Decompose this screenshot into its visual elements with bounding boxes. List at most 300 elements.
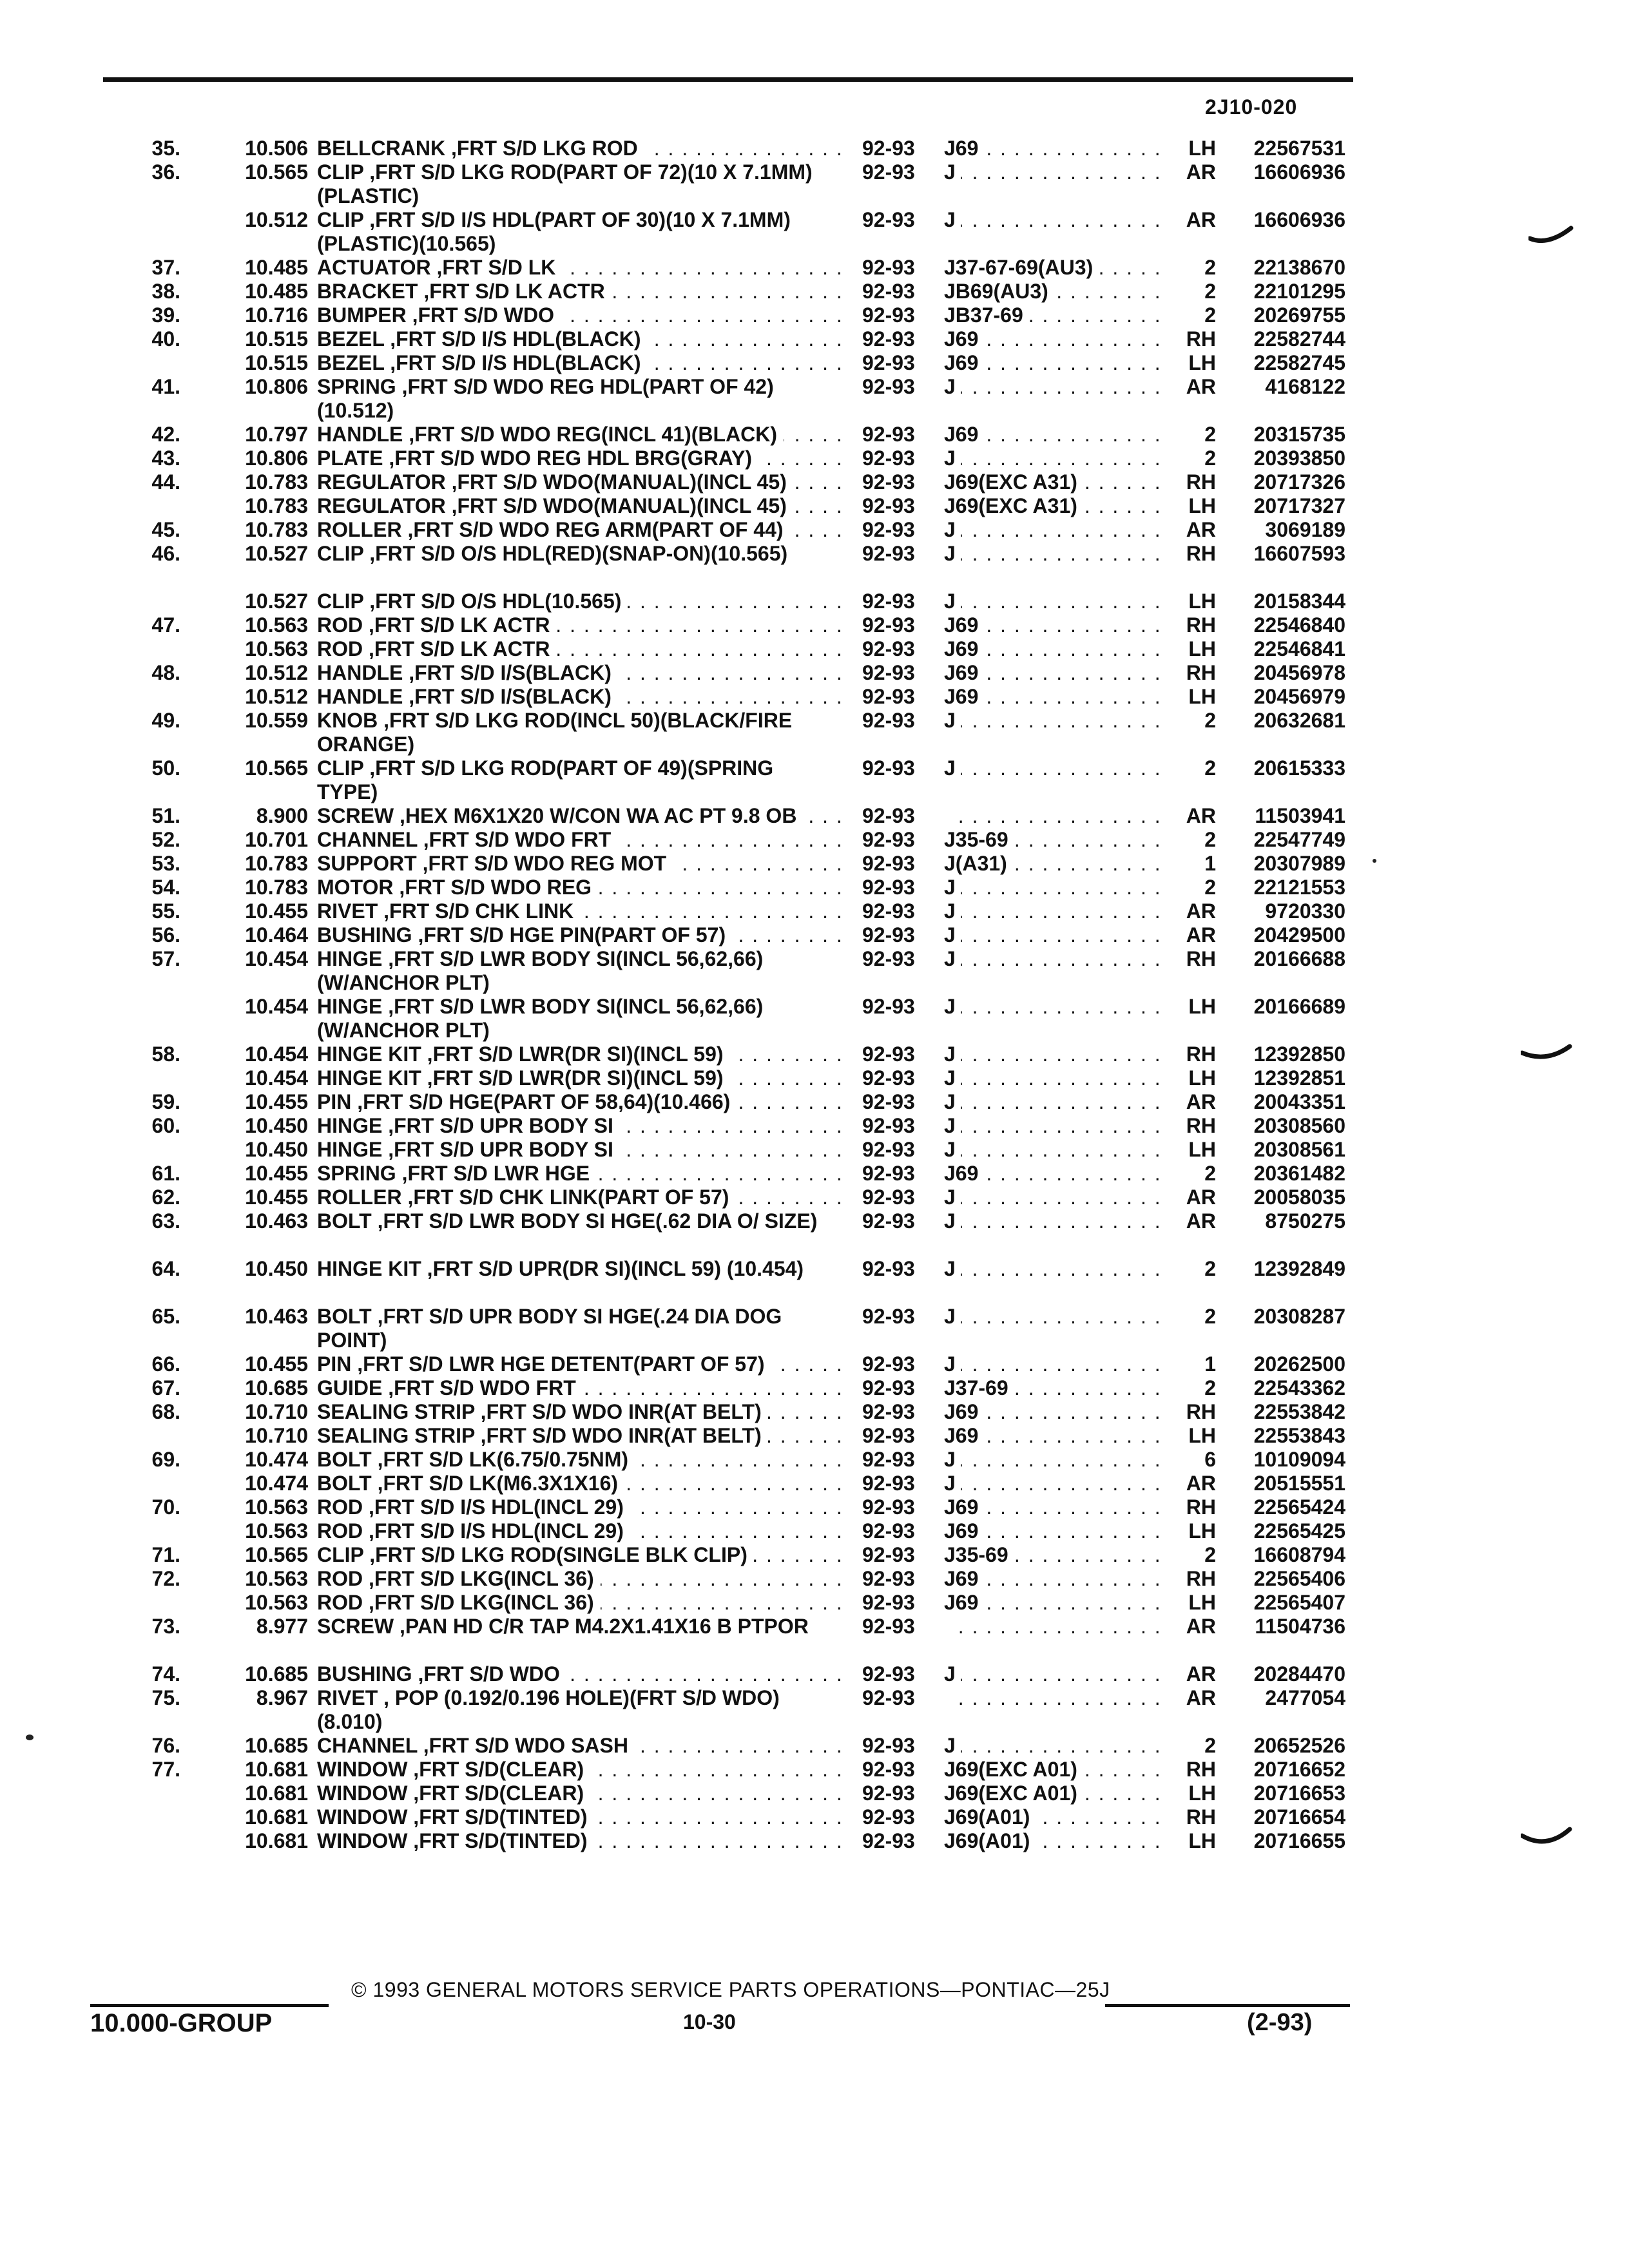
group-number: 10.515 bbox=[245, 351, 308, 374]
body-model bbox=[944, 280, 1163, 303]
quantity: AR bbox=[1186, 1472, 1216, 1495]
part-description bbox=[317, 280, 845, 303]
part-description bbox=[317, 1209, 845, 1233]
part-number: 22565425 bbox=[1253, 1519, 1345, 1542]
body-model bbox=[944, 1543, 1163, 1567]
body-model-text: J bbox=[944, 1043, 961, 1066]
group-number: 10.464 bbox=[245, 923, 308, 947]
part-description bbox=[317, 351, 845, 375]
part-number: 20315735 bbox=[1253, 423, 1345, 446]
part-number: 10109094 bbox=[1253, 1448, 1345, 1471]
table-row bbox=[0, 1400, 1629, 1424]
part-description bbox=[317, 947, 845, 995]
item-number: 75. bbox=[151, 1686, 180, 1709]
part-number: 22138670 bbox=[1253, 256, 1345, 279]
table-row bbox=[0, 995, 1629, 1043]
body-model-text: J bbox=[944, 923, 961, 947]
body-model-text: J bbox=[944, 160, 961, 184]
model-years: 92-93 bbox=[862, 1352, 915, 1376]
body-model-text: J37-67-69(AU3) bbox=[944, 256, 1098, 279]
part-description-text: CLIP ,FRT S/D LKG ROD(PART OF 72)(10 X 7.1MM)(PLASTIC) bbox=[317, 160, 813, 207]
table-row bbox=[0, 1424, 1629, 1448]
part-description bbox=[317, 208, 845, 256]
quantity: RH bbox=[1186, 1567, 1216, 1590]
quantity: 1 bbox=[1204, 1352, 1216, 1376]
part-number: 20717327 bbox=[1253, 494, 1345, 517]
body-model bbox=[944, 1519, 1163, 1543]
table-row bbox=[0, 1186, 1629, 1209]
group-label: 10.000-GROUP bbox=[90, 2009, 273, 2037]
part-description-text: SEALING STRIP ,FRT S/D WDO INR(AT BELT) bbox=[317, 1400, 768, 1423]
part-number: 22546841 bbox=[1253, 637, 1345, 660]
item-number: 39. bbox=[151, 303, 180, 327]
body-model bbox=[944, 256, 1163, 280]
part-number: 20043351 bbox=[1253, 1090, 1345, 1113]
body-model bbox=[944, 1734, 1163, 1758]
part-description bbox=[317, 899, 845, 923]
part-description bbox=[317, 661, 845, 685]
body-model-text: J69(A01) bbox=[944, 1805, 1035, 1829]
model-years: 92-93 bbox=[862, 1829, 915, 1852]
quantity: LH bbox=[1188, 590, 1216, 613]
part-description bbox=[317, 1305, 845, 1352]
part-description bbox=[317, 1066, 845, 1090]
part-number: 20166689 bbox=[1253, 995, 1345, 1018]
body-model-text: J69 bbox=[944, 613, 983, 637]
body-model-text bbox=[944, 1686, 949, 1709]
part-description-text: HINGE ,FRT S/D UPR BODY SI bbox=[317, 1138, 620, 1161]
scan-speck bbox=[26, 1735, 34, 1740]
item-number: 37. bbox=[151, 256, 180, 279]
quantity: 2 bbox=[1204, 828, 1216, 851]
group-number: 8.967 bbox=[256, 1686, 308, 1709]
part-description bbox=[317, 613, 845, 637]
item-number: 72. bbox=[151, 1567, 180, 1590]
item-number: 70. bbox=[151, 1495, 180, 1519]
model-years: 92-93 bbox=[862, 852, 915, 875]
part-description bbox=[317, 327, 845, 351]
margin-mark-icon bbox=[1521, 1827, 1572, 1852]
part-description-text: WINDOW ,FRT S/D(CLEAR) bbox=[317, 1758, 590, 1781]
body-model bbox=[944, 1829, 1163, 1853]
part-description bbox=[317, 1495, 845, 1519]
item-number: 67. bbox=[151, 1376, 180, 1399]
part-number: 22543362 bbox=[1253, 1376, 1345, 1399]
quantity: RH bbox=[1186, 613, 1216, 637]
group-number: 10.806 bbox=[245, 375, 308, 398]
body-model bbox=[944, 1186, 1163, 1209]
part-description-text: ROD ,FRT S/D I/S HDL(INCL 29) bbox=[317, 1519, 630, 1542]
part-description bbox=[317, 375, 845, 423]
body-model-text: J bbox=[944, 995, 961, 1018]
table-row bbox=[0, 1591, 1629, 1615]
body-model-text: J69 bbox=[944, 1400, 983, 1423]
body-model bbox=[944, 518, 1163, 542]
body-model-text: J bbox=[944, 1352, 961, 1376]
item-number: 58. bbox=[151, 1043, 180, 1066]
part-description-text: HINGE ,FRT S/D LWR BODY SI(INCL 56,62,66) (W/ANCHOR PLT) bbox=[317, 995, 764, 1042]
item-number: 61. bbox=[151, 1162, 180, 1185]
body-model bbox=[944, 375, 1163, 399]
item-number: 56. bbox=[151, 923, 180, 947]
body-model-text bbox=[944, 804, 949, 827]
part-description bbox=[317, 1114, 845, 1138]
part-number: 20058035 bbox=[1253, 1186, 1345, 1209]
model-years: 92-93 bbox=[862, 1758, 915, 1781]
table-row bbox=[0, 351, 1629, 375]
item-number: 44. bbox=[151, 470, 180, 494]
item-number: 52. bbox=[151, 828, 180, 851]
body-model bbox=[944, 1782, 1163, 1805]
part-number: 20284470 bbox=[1253, 1662, 1345, 1686]
model-years: 92-93 bbox=[862, 1567, 915, 1590]
table-row bbox=[0, 876, 1629, 899]
group-number: 10.563 bbox=[245, 637, 308, 660]
body-model bbox=[944, 327, 1163, 351]
item-number: 77. bbox=[151, 1758, 180, 1781]
table-row bbox=[0, 1090, 1629, 1114]
part-description bbox=[317, 1400, 845, 1424]
body-model-text: J bbox=[944, 899, 961, 923]
group-number: 10.783 bbox=[245, 494, 308, 517]
part-description-text: CLIP ,FRT S/D LKG ROD(PART OF 49)(SPRING TYPE) bbox=[317, 756, 774, 803]
part-description bbox=[317, 137, 845, 160]
part-description-text: HINGE ,FRT S/D UPR BODY SI bbox=[317, 1114, 620, 1137]
body-model bbox=[944, 1472, 1163, 1495]
body-model bbox=[944, 1090, 1163, 1114]
group-number: 10.455 bbox=[245, 1090, 308, 1113]
body-model bbox=[944, 1352, 1163, 1376]
part-description bbox=[317, 1567, 845, 1591]
table-row bbox=[0, 1495, 1629, 1519]
model-years: 92-93 bbox=[862, 303, 915, 327]
part-description bbox=[317, 1805, 845, 1829]
group-number: 10.559 bbox=[245, 709, 308, 732]
part-number: 20652526 bbox=[1253, 1734, 1345, 1757]
part-description bbox=[317, 1352, 845, 1376]
group-number: 10.527 bbox=[245, 542, 308, 565]
model-years: 92-93 bbox=[862, 876, 915, 899]
group-number: 10.474 bbox=[245, 1448, 308, 1471]
model-years: 92-93 bbox=[862, 613, 915, 637]
group-number: 10.450 bbox=[245, 1138, 308, 1161]
model-years: 92-93 bbox=[862, 208, 915, 231]
quantity: LH bbox=[1188, 685, 1216, 708]
body-model-text: J bbox=[944, 1305, 961, 1328]
quantity: RH bbox=[1186, 1495, 1216, 1519]
body-model-text: J bbox=[944, 1257, 961, 1280]
part-description bbox=[317, 1090, 845, 1114]
group-number: 10.563 bbox=[245, 1591, 308, 1614]
model-years: 92-93 bbox=[862, 518, 915, 541]
table-row bbox=[0, 899, 1629, 923]
body-model-text: J69 bbox=[944, 1424, 983, 1447]
body-model bbox=[944, 1686, 1163, 1710]
group-number: 10.565 bbox=[245, 756, 308, 780]
item-number: 54. bbox=[151, 876, 180, 899]
quantity: AR bbox=[1186, 160, 1216, 184]
table-row bbox=[0, 709, 1629, 756]
body-model-text: J(A31) bbox=[944, 852, 1012, 875]
table-row bbox=[0, 447, 1629, 470]
item-number: 55. bbox=[151, 899, 180, 923]
model-years: 92-93 bbox=[862, 1043, 915, 1066]
part-number: 20615333 bbox=[1253, 756, 1345, 780]
part-number: 20361482 bbox=[1253, 1162, 1345, 1185]
part-number: 11503941 bbox=[1255, 804, 1345, 827]
group-number: 10.512 bbox=[245, 208, 308, 231]
group-number: 10.450 bbox=[245, 1114, 308, 1137]
part-number: 20307989 bbox=[1253, 852, 1345, 875]
part-description-text: ROD ,FRT S/D LK ACTR bbox=[317, 637, 556, 660]
body-model-text: J69(EXC A01) bbox=[944, 1782, 1083, 1805]
model-years: 92-93 bbox=[862, 1686, 915, 1709]
group-number: 10.806 bbox=[245, 447, 308, 470]
part-description-text: BOLT ,FRT S/D UPR BODY SI HGE(.24 DIA DOG POINT) bbox=[317, 1305, 782, 1352]
part-description-text: SEALING STRIP ,FRT S/D WDO INR(AT BELT) bbox=[317, 1424, 768, 1447]
body-model-text: J69 bbox=[944, 327, 983, 351]
table-row bbox=[0, 1662, 1629, 1686]
quantity: 2 bbox=[1204, 709, 1216, 732]
part-number: 12392849 bbox=[1253, 1257, 1345, 1280]
group-number: 8.900 bbox=[256, 804, 308, 827]
model-years: 92-93 bbox=[862, 1186, 915, 1209]
part-number: 22547749 bbox=[1253, 828, 1345, 851]
item-number: 41. bbox=[151, 375, 180, 398]
item-number: 60. bbox=[151, 1114, 180, 1137]
part-description-text: ROD ,FRT S/D LKG(INCL 36) bbox=[317, 1591, 601, 1614]
part-description-text: ROLLER ,FRT S/D WDO REG ARM(PART OF 44) bbox=[317, 518, 790, 541]
table-row bbox=[0, 1352, 1629, 1376]
part-number: 20262500 bbox=[1253, 1352, 1345, 1376]
part-number: 20308561 bbox=[1253, 1138, 1345, 1161]
table-row bbox=[0, 1805, 1629, 1829]
part-description bbox=[317, 1138, 845, 1162]
part-number: 4168122 bbox=[1265, 375, 1345, 398]
quantity: AR bbox=[1186, 1662, 1216, 1686]
part-description-text: ACTUATOR ,FRT S/D LK bbox=[317, 256, 562, 279]
table-row bbox=[0, 804, 1629, 828]
model-years: 92-93 bbox=[862, 256, 915, 279]
model-years: 92-93 bbox=[862, 947, 915, 970]
body-model bbox=[944, 1615, 1163, 1639]
body-model bbox=[944, 590, 1163, 613]
part-description-text: RIVET ,FRT S/D CHK LINK bbox=[317, 899, 580, 923]
part-number: 20717326 bbox=[1253, 470, 1345, 494]
quantity: 2 bbox=[1204, 303, 1216, 327]
table-row bbox=[0, 1567, 1629, 1591]
table-row bbox=[0, 208, 1629, 256]
part-description bbox=[317, 637, 845, 661]
quantity: RH bbox=[1186, 1043, 1216, 1066]
part-description bbox=[317, 1782, 845, 1805]
part-description-text: SPRING ,FRT S/D LWR HGE bbox=[317, 1162, 596, 1185]
group-number: 10.710 bbox=[245, 1400, 308, 1423]
table-row bbox=[0, 1686, 1629, 1734]
quantity: AR bbox=[1186, 804, 1216, 827]
group-number: 10.716 bbox=[245, 303, 308, 327]
item-number: 57. bbox=[151, 947, 180, 970]
body-model bbox=[944, 1400, 1163, 1424]
part-description bbox=[317, 1186, 845, 1209]
quantity: LH bbox=[1188, 1591, 1216, 1614]
body-model bbox=[944, 351, 1163, 375]
group-number: 10.455 bbox=[245, 1162, 308, 1185]
group-number: 10.454 bbox=[245, 1066, 308, 1090]
table-row bbox=[0, 947, 1629, 995]
body-model bbox=[944, 995, 1163, 1019]
body-model bbox=[944, 1424, 1163, 1448]
part-description bbox=[317, 685, 845, 709]
group-number: 10.455 bbox=[245, 1186, 308, 1209]
part-description bbox=[317, 447, 845, 470]
body-model bbox=[944, 1209, 1163, 1233]
part-number: 20716652 bbox=[1253, 1758, 1345, 1781]
model-years: 92-93 bbox=[862, 1448, 915, 1471]
body-model-text: J bbox=[944, 876, 961, 899]
part-description bbox=[317, 828, 845, 852]
part-description-text: WINDOW ,FRT S/D(TINTED) bbox=[317, 1829, 593, 1852]
model-years: 92-93 bbox=[862, 160, 915, 184]
group-number: 10.455 bbox=[245, 899, 308, 923]
footer-rule-left bbox=[90, 2004, 329, 2007]
model-years: 92-93 bbox=[862, 1424, 915, 1447]
model-years: 92-93 bbox=[862, 1495, 915, 1519]
body-model-text: J69 bbox=[944, 1591, 983, 1614]
model-years: 92-93 bbox=[862, 1209, 915, 1233]
part-description bbox=[317, 1424, 845, 1448]
table-row bbox=[0, 1114, 1629, 1138]
item-number: 66. bbox=[151, 1352, 180, 1376]
body-model-text: J bbox=[944, 1662, 961, 1686]
parts-list bbox=[0, 137, 1629, 1853]
part-number: 22101295 bbox=[1253, 280, 1345, 303]
quantity: AR bbox=[1186, 1686, 1216, 1709]
body-model-text: J35-69 bbox=[944, 828, 1014, 851]
part-description-text: CLIP ,FRT S/D O/S HDL(10.565) bbox=[317, 590, 628, 613]
part-number: 20716654 bbox=[1253, 1805, 1345, 1829]
item-number: 36. bbox=[151, 160, 180, 184]
part-description bbox=[317, 518, 845, 542]
part-description-text: HANDLE ,FRT S/D I/S(BLACK) bbox=[317, 685, 618, 708]
part-number: 16608794 bbox=[1253, 1543, 1345, 1566]
part-description bbox=[317, 923, 845, 947]
part-description-text: CHANNEL ,FRT S/D WDO FRT bbox=[317, 828, 617, 851]
margin-mark-icon bbox=[1528, 226, 1574, 249]
item-number: 69. bbox=[151, 1448, 180, 1471]
body-model-text: J bbox=[944, 1138, 961, 1161]
quantity: AR bbox=[1186, 1615, 1216, 1638]
quantity: 2 bbox=[1204, 1376, 1216, 1399]
quantity: RH bbox=[1186, 327, 1216, 351]
quantity: LH bbox=[1188, 1066, 1216, 1090]
table-row bbox=[0, 1043, 1629, 1066]
part-description bbox=[317, 423, 845, 447]
part-number: 22553842 bbox=[1253, 1400, 1345, 1423]
quantity: 2 bbox=[1204, 423, 1216, 446]
quantity: 2 bbox=[1204, 756, 1216, 780]
group-number: 10.565 bbox=[245, 160, 308, 184]
body-model-text: J37-69 bbox=[944, 1376, 1014, 1399]
part-description bbox=[317, 1448, 845, 1472]
quantity: RH bbox=[1186, 1400, 1216, 1423]
model-years: 92-93 bbox=[862, 1662, 915, 1686]
group-number: 10.527 bbox=[245, 590, 308, 613]
model-years: 92-93 bbox=[862, 709, 915, 732]
part-number: 22565407 bbox=[1253, 1591, 1345, 1614]
margin-mark-icon bbox=[1521, 1044, 1572, 1067]
body-model bbox=[944, 756, 1163, 780]
part-description-text: ROD ,FRT S/D LKG(INCL 36) bbox=[317, 1567, 601, 1590]
item-number: 59. bbox=[151, 1090, 180, 1113]
item-number: 38. bbox=[151, 280, 180, 303]
quantity: AR bbox=[1186, 1186, 1216, 1209]
table-row bbox=[0, 1209, 1629, 1257]
quantity: 2 bbox=[1204, 1305, 1216, 1328]
part-description bbox=[317, 160, 845, 208]
part-number: 20308287 bbox=[1253, 1305, 1345, 1328]
table-row bbox=[0, 923, 1629, 947]
model-years: 92-93 bbox=[862, 899, 915, 923]
body-model-text: J69 bbox=[944, 661, 983, 684]
part-description-text: GUIDE ,FRT S/D WDO FRT bbox=[317, 1376, 583, 1399]
model-years: 92-93 bbox=[862, 1376, 915, 1399]
part-number: 22546840 bbox=[1253, 613, 1345, 637]
body-model bbox=[944, 947, 1163, 971]
part-description-text: WINDOW ,FRT S/D(CLEAR) bbox=[317, 1782, 590, 1805]
quantity: AR bbox=[1186, 1209, 1216, 1233]
model-years: 92-93 bbox=[862, 1472, 915, 1495]
body-model bbox=[944, 852, 1163, 876]
table-row bbox=[0, 685, 1629, 709]
model-years: 92-93 bbox=[862, 590, 915, 613]
item-number: 51. bbox=[151, 804, 180, 827]
body-model-text: J bbox=[944, 208, 961, 231]
part-description-text: HINGE ,FRT S/D LWR BODY SI(INCL 56,62,66) (W/ANCHOR PLT) bbox=[317, 947, 764, 994]
table-row bbox=[0, 1734, 1629, 1758]
part-number: 8750275 bbox=[1265, 1209, 1345, 1233]
body-model-text: J bbox=[944, 447, 961, 470]
table-row bbox=[0, 1138, 1629, 1162]
table-row bbox=[0, 1615, 1629, 1662]
copyright-notice: © 1993 GENERAL MOTORS SERVICE PARTS OPERATIONS—PONTIAC—25J bbox=[351, 1978, 1110, 2001]
body-model-text: J bbox=[944, 947, 961, 970]
part-number: 22582744 bbox=[1253, 327, 1345, 351]
item-number: 74. bbox=[151, 1662, 180, 1686]
quantity: 2 bbox=[1204, 280, 1216, 303]
body-model-text: J69(A01) bbox=[944, 1829, 1035, 1852]
body-model bbox=[944, 1138, 1163, 1162]
scan-speck bbox=[1373, 859, 1376, 863]
model-years: 92-93 bbox=[862, 1090, 915, 1113]
part-number: 22121553 bbox=[1253, 876, 1345, 899]
part-description bbox=[317, 1472, 845, 1495]
body-model-text: JB69(AU3) bbox=[944, 280, 1054, 303]
model-years: 92-93 bbox=[862, 447, 915, 470]
table-row bbox=[0, 1782, 1629, 1805]
body-model-text: J69 bbox=[944, 1519, 983, 1542]
group-number: 10.685 bbox=[245, 1376, 308, 1399]
body-model bbox=[944, 923, 1163, 947]
body-model bbox=[944, 1448, 1163, 1472]
model-years: 92-93 bbox=[862, 1615, 915, 1638]
part-description-text: HINGE KIT ,FRT S/D LWR(DR SI)(INCL 59) bbox=[317, 1066, 730, 1090]
group-number: 10.563 bbox=[245, 1495, 308, 1519]
part-description bbox=[317, 256, 845, 280]
table-row bbox=[0, 327, 1629, 351]
part-description bbox=[317, 1162, 845, 1186]
body-model-text: JB37-69 bbox=[944, 303, 1028, 327]
